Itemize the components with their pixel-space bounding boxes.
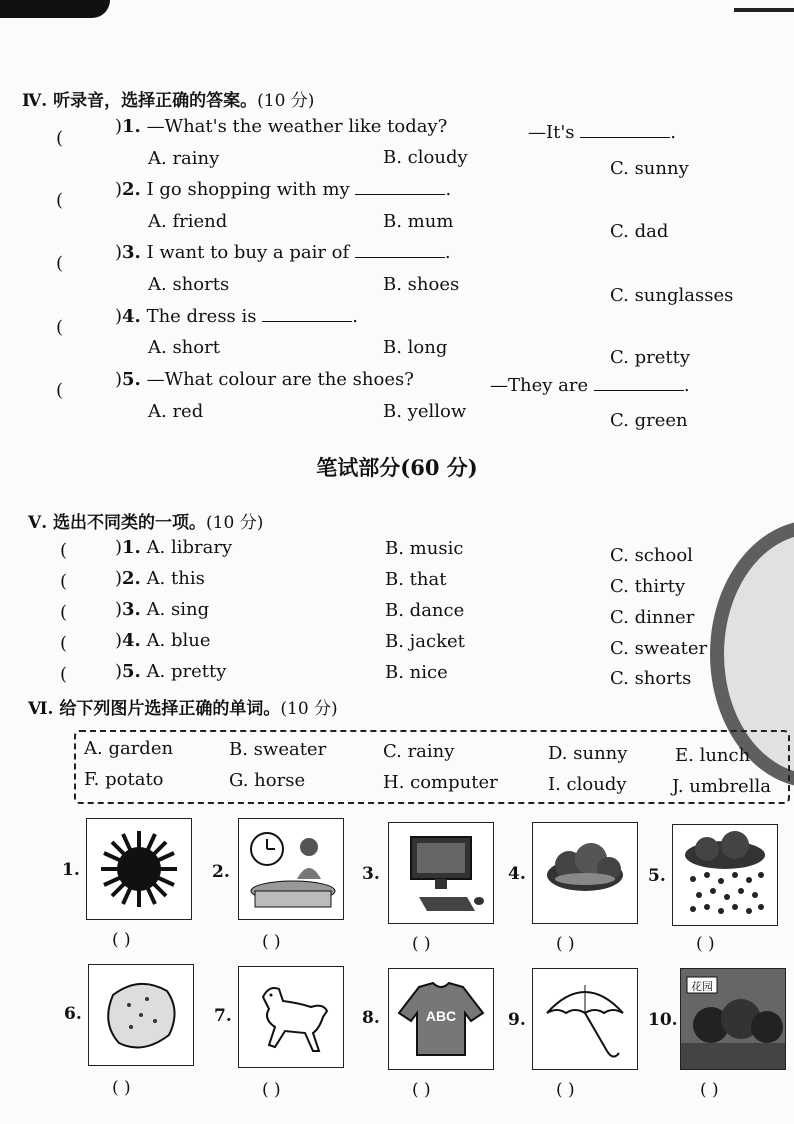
answer-paren-open[interactable]: ( — [60, 571, 68, 592]
word-i: I. cloudy — [548, 774, 627, 795]
section-4-heading — [22, 86, 314, 111]
option-c: C. shorts — [610, 668, 692, 689]
picture-9 — [532, 968, 638, 1070]
picture-4 — [532, 822, 638, 924]
answer-parens[interactable]: ( ) — [262, 932, 281, 952]
question-5-2: )2. A. this — [115, 568, 205, 589]
page-corner-mark — [0, 0, 110, 18]
question-5-1: )1. A. library — [115, 537, 233, 558]
computer-icon — [389, 823, 493, 923]
section-4-points: (10 分) — [257, 91, 315, 111]
option-b: B. cloudy — [383, 147, 468, 168]
answer-paren-open[interactable]: ( — [56, 317, 64, 338]
potato-icon — [89, 965, 193, 1065]
word-d: D. sunny — [548, 743, 628, 764]
answer-parens[interactable]: ( ) — [112, 1078, 131, 1098]
answer-paren-open[interactable]: ( — [60, 602, 68, 623]
section-4-title: Ⅳ. 听录音，选择正确的答案。 — [22, 91, 258, 111]
answer-paren-open[interactable]: ( — [56, 128, 64, 149]
option-a: A. rainy — [148, 148, 220, 169]
word-c: C. rainy — [383, 741, 455, 762]
option-b: B. nice — [385, 662, 448, 683]
question-4-3: )3. I want to buy a pair of . — [115, 242, 451, 263]
picture-number: 10. — [648, 1010, 678, 1030]
answer-parens[interactable]: ( ) — [700, 1080, 719, 1100]
question-5-3: )3. A. sing — [115, 599, 210, 620]
answer-parens[interactable]: ( ) — [696, 934, 715, 954]
answer-paren-open[interactable]: ( — [60, 664, 68, 685]
option-b: B. jacket — [385, 631, 465, 652]
written-section-title: 笔试部分(60 分) — [316, 455, 478, 480]
picture-6 — [88, 964, 194, 1066]
answer-paren-open[interactable]: ( — [56, 190, 64, 211]
picture-number: 4. — [508, 864, 526, 884]
sun-icon — [87, 819, 191, 919]
picture-2 — [238, 818, 344, 920]
page-corner-mark-right — [734, 8, 794, 12]
option-a: A. shorts — [148, 274, 230, 295]
picture-number: 9. — [508, 1010, 526, 1030]
word-b: B. sweater — [229, 739, 327, 760]
answer-parens[interactable]: ( ) — [556, 934, 575, 954]
option-b: B. shoes — [383, 274, 460, 295]
question-4-5: )5. —What colour are the shoes? — [115, 369, 414, 390]
picture-3 — [388, 822, 494, 924]
option-c: C. dinner — [610, 607, 695, 628]
word-f: F. potato — [84, 769, 164, 790]
option-c: C. sunny — [610, 158, 689, 179]
option-a: A. friend — [148, 211, 228, 232]
option-b: B. music — [385, 538, 464, 559]
picture-1 — [86, 818, 192, 920]
picture-number: 3. — [362, 864, 380, 884]
answer-parens[interactable]: ( ) — [556, 1080, 575, 1100]
picture-number: 2. — [212, 862, 230, 882]
answer-paren-open[interactable]: ( — [60, 633, 68, 654]
answer-blank[interactable] — [262, 307, 352, 322]
answer-blank[interactable] — [594, 376, 684, 391]
option-b: B. long — [383, 337, 448, 358]
answer-paren-open[interactable]: ( — [60, 540, 68, 561]
sweater-icon — [389, 969, 493, 1069]
word-j: J. umbrella — [672, 776, 771, 797]
word-h: H. computer — [383, 772, 498, 793]
option-a: A. short — [148, 337, 220, 358]
question-5-4: )4. A. blue — [115, 630, 211, 651]
picture-8 — [388, 968, 494, 1070]
answer-blank[interactable] — [355, 243, 445, 258]
answer-parens[interactable]: ( ) — [112, 930, 131, 950]
option-c: C. thirty — [610, 576, 686, 597]
question-4-1: )1. —What's the weather like today? — [115, 116, 448, 137]
answer-blank[interactable] — [580, 123, 670, 138]
answer-blank[interactable] — [355, 180, 445, 195]
answer-parens[interactable]: ( ) — [412, 934, 431, 954]
option-b: B. dance — [385, 600, 465, 621]
answer-parens[interactable]: ( ) — [412, 1080, 431, 1100]
picture-number: 5. — [648, 866, 666, 886]
option-c: C. dad — [610, 221, 669, 242]
option-b: B. mum — [383, 211, 454, 232]
picture-number: 8. — [362, 1008, 380, 1028]
lunch-icon — [239, 819, 343, 919]
option-c: C. sunglasses — [610, 285, 734, 306]
answer-parens[interactable]: ( ) — [262, 1080, 281, 1100]
picture-10 — [680, 968, 786, 1070]
answer-paren-open[interactable]: ( — [56, 380, 64, 401]
picture-number: 6. — [64, 1004, 82, 1024]
option-b: B. yellow — [383, 401, 467, 422]
picture-number: 1. — [62, 860, 80, 880]
umbrella-icon — [533, 969, 637, 1069]
question-4-2: )2. I go shopping with my . — [115, 179, 452, 200]
cloud-icon — [533, 823, 637, 923]
option-c: C. school — [610, 545, 693, 566]
sweater-text: ABC — [425, 1008, 457, 1024]
picture-number: 7. — [214, 1006, 232, 1026]
word-e: E. lunch — [675, 745, 751, 766]
garden-sign-text: 花园 — [691, 980, 713, 993]
option-a: A. red — [148, 401, 204, 422]
garden-icon — [681, 969, 785, 1069]
section-6-heading: Ⅵ. 给下列图片选择正确的单词。(10 分) — [28, 699, 338, 719]
picture-5 — [672, 824, 778, 926]
question-4-5-tail: —They are . — [490, 375, 690, 396]
option-c: C. sweater — [610, 638, 708, 659]
answer-paren-open[interactable]: ( — [56, 253, 64, 274]
question-4-1-tail: —It's . — [528, 122, 676, 143]
word-g: G. horse — [229, 770, 306, 791]
option-c: C. green — [610, 410, 688, 431]
question-4-4: )4. The dress is . — [115, 306, 358, 327]
picture-7 — [238, 966, 344, 1068]
option-b: B. that — [385, 569, 447, 590]
option-c: C. pretty — [610, 347, 690, 368]
question-5-5: )5. A. pretty — [115, 661, 227, 682]
horse-icon — [239, 967, 343, 1067]
word-a: A. garden — [84, 738, 174, 759]
rain-icon — [673, 825, 777, 925]
section-5-heading: Ⅴ. 选出不同类的一项。(10 分) — [28, 513, 264, 533]
